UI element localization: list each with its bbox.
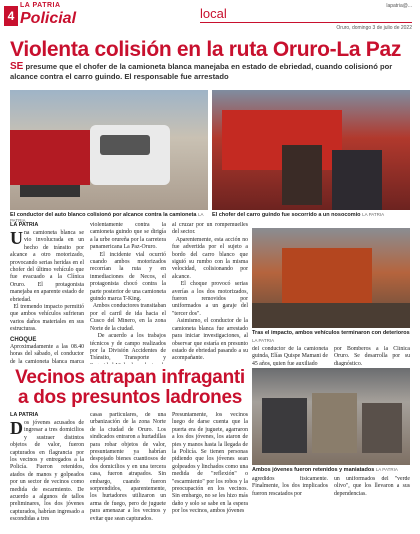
second-byline: LA PATRIA <box>10 412 39 418</box>
paragraph: Asimismo, el conductor de la camioneta blanca fue arrestado para iniciar investigaciones, al observar que estaría en presunto estado de ebriedad pasando a su acompañante. <box>172 318 248 362</box>
photo4-caption: Ambos jóvenes fueron retenidos y maniatados LA PATRIA <box>252 467 398 473</box>
second-headline: Vecinos atrapan infraganti a dos presuntos ladrones <box>15 367 245 408</box>
paragraph: Aproximadamente a las 08.40 horas del sábado, el conductor de la camioneta blanca marca <box>10 343 84 364</box>
crash-photo-left <box>10 90 208 210</box>
header-email: lapatria@... <box>386 3 412 9</box>
photo2-caption: El chofer del carro guindo fue socorrido a un nosocomio LA PATRIA <box>212 212 385 218</box>
dropcap: U <box>10 228 23 248</box>
lead-column-2 <box>90 222 166 364</box>
damaged-truck-shape <box>282 248 372 303</box>
lead-deck <box>10 62 410 82</box>
second-column-3: Presuntamente, los vecinos luego de darse cuenta que la puerta era de juguete, agarraron a los dos jóvenes, los ataron de pies y manos hasta la llegada de la Policía. Se tienen personas pidiendo que los jóvenes sean golpeados y linchados como una medida de "reflexión" o "escarmiento" por los robos y la preocupación en los vecinos. Sin embargo, no se les hizo más daño y solo se sabe en la espera por los vecinos, ambos jóvenes <box>172 412 248 515</box>
paragraph: El choque provocó serias averías a los dos motorizados, fueron removidos por uniformados a un garaje del "tercer dos". <box>172 281 248 317</box>
photo3-caption: Tras el impacto, ambos vehículos terminaron con deterioros LA PATRIA <box>252 330 410 343</box>
impact-photo <box>252 228 410 328</box>
second-column-1 <box>10 412 84 532</box>
paragraph: El incidente vial ocurrió cuando ambos motorizados recorrían la ruta y en inmediaciones de Necos, el protagonista chocó contra la parte posterior de una camioneta guindo marca T-King. <box>90 251 166 303</box>
paragraph: os jóvenes acusados de ingresar a tres domicilios y sustraer distintos objetos de valor, fueron capturados en flagrancia por los vecinos y entregados a la Policía. Fueron retenidos, atados de manos y golpeados por un sector de vecinos como medida de escarmiento. De acuerdo a algunos de tallos preliminares, los dos jóvenes capturados, habrían ingresado a escondidas a tres <box>10 420 84 523</box>
section-title: Policial <box>20 10 77 27</box>
truck-wheels-shape <box>20 185 80 197</box>
second-column-2: casas particulares, de una urbanización de la zona Norte de la ciudad de Oruro. Los sindicados entraron a hurtadillas para robar objetos de valor, presuntamente ya habrían despojado bienes cuantiosos de dos domicilios y en una tercera casa, fueron atrapados. Sin embargo, cuando fueron sorprendidos, aparentemente, los hurtadores utilizaron un arma de fuego, pero de juguete para amenazar a los vecinos y evitar que sean capturados. <box>90 412 166 522</box>
header-date: Oruro, domingo 3 de julio de 2022 <box>336 25 412 31</box>
lead-headline: Violenta colisión en la ruta Oruro-La Paz <box>10 38 402 61</box>
paragraph: violentamente contra la camioneta guindo que se dirigía a la urbe orureña por la carretera panamericana La Paz-Oruro. <box>90 222 166 251</box>
paragraph: Aparentemente, esta acción no fue advertida por el sujeto a bordo del carro blanco que siguió su rumbo con la misma velocidad, colisionando por alcance. <box>172 236 248 280</box>
deck-text: presume que el chofer de la camioneta blanca manejaba en estado de ebriedad, cuando colisionó por alcance contra el carro guindo. El responsable fue arrestado <box>10 62 393 81</box>
paragraph: al cruzar por un rompemuelles del sector. <box>172 222 248 236</box>
captured-thieves-photo <box>252 368 410 465</box>
paragraph: Ambos conductores transitaban por el carril de ida hacia el Cusco del Minero, en la zona Norte de la ciudad. <box>90 303 166 332</box>
lead-column-5: por Bomberos a la Clínica Oruro. Se desarrolla por su diagnóstico. <box>334 346 410 366</box>
person-shape <box>362 403 402 453</box>
brand-name: LA PATRIA <box>20 2 61 9</box>
second-column-4: agredidos físicamente. Finalmente, los dos implicados fueron rescatados por <box>252 476 328 497</box>
deck-prefix: SE <box>10 61 24 72</box>
lead-byline: LA PATRIA <box>10 222 39 228</box>
person-shape <box>332 150 382 210</box>
page-header <box>0 0 420 32</box>
road-shape <box>252 303 410 328</box>
paragraph: De acuerdo a los trabajos técnicos y de campo realizados por la División Accidentes de Tránsito, Transporte y <box>90 333 166 362</box>
paragraph: na camioneta blanca se vio involucrada en un hecho de tránsito por alcance a otro motorizado, provocando serias heridas en el chofer del último vehículo que fue evacuado a la Clínica Oruro. El protagonista manejaba en aparente estado de ebriedad. <box>10 230 84 303</box>
dropcap: D <box>10 418 23 438</box>
red-truck-shape <box>10 130 90 185</box>
lead-column-4: del conductor de la camioneta guinda, Elías Quispe Mamani de 45 años, quien fue auxiliado <box>252 346 328 366</box>
second-column-5: un uniformados del "verde olivo", que los llevaron a sus dependencias. <box>334 476 410 497</box>
person-shape <box>312 393 357 453</box>
subheading-choque: CHOQUE <box>10 336 37 343</box>
subsection-label: local <box>200 6 227 21</box>
rescue-photo <box>212 90 410 210</box>
paragraph: El tremendo impacto permitió que ambos vehículos sufrieran varios daños materiales en sus estructuras. <box>10 304 84 333</box>
white-car-shape <box>90 125 170 185</box>
lead-column-3 <box>172 222 248 364</box>
rescuers-shape <box>282 145 322 205</box>
person-shape <box>262 398 307 453</box>
photo1-caption: El conductor del auto blanco colisionó por alcance contra la camioneta LA PATRIA <box>10 212 204 223</box>
lead-column-1 <box>10 222 84 364</box>
header-rule <box>200 22 412 23</box>
page-number: 4 <box>4 6 18 26</box>
car-window-shape <box>100 135 150 155</box>
